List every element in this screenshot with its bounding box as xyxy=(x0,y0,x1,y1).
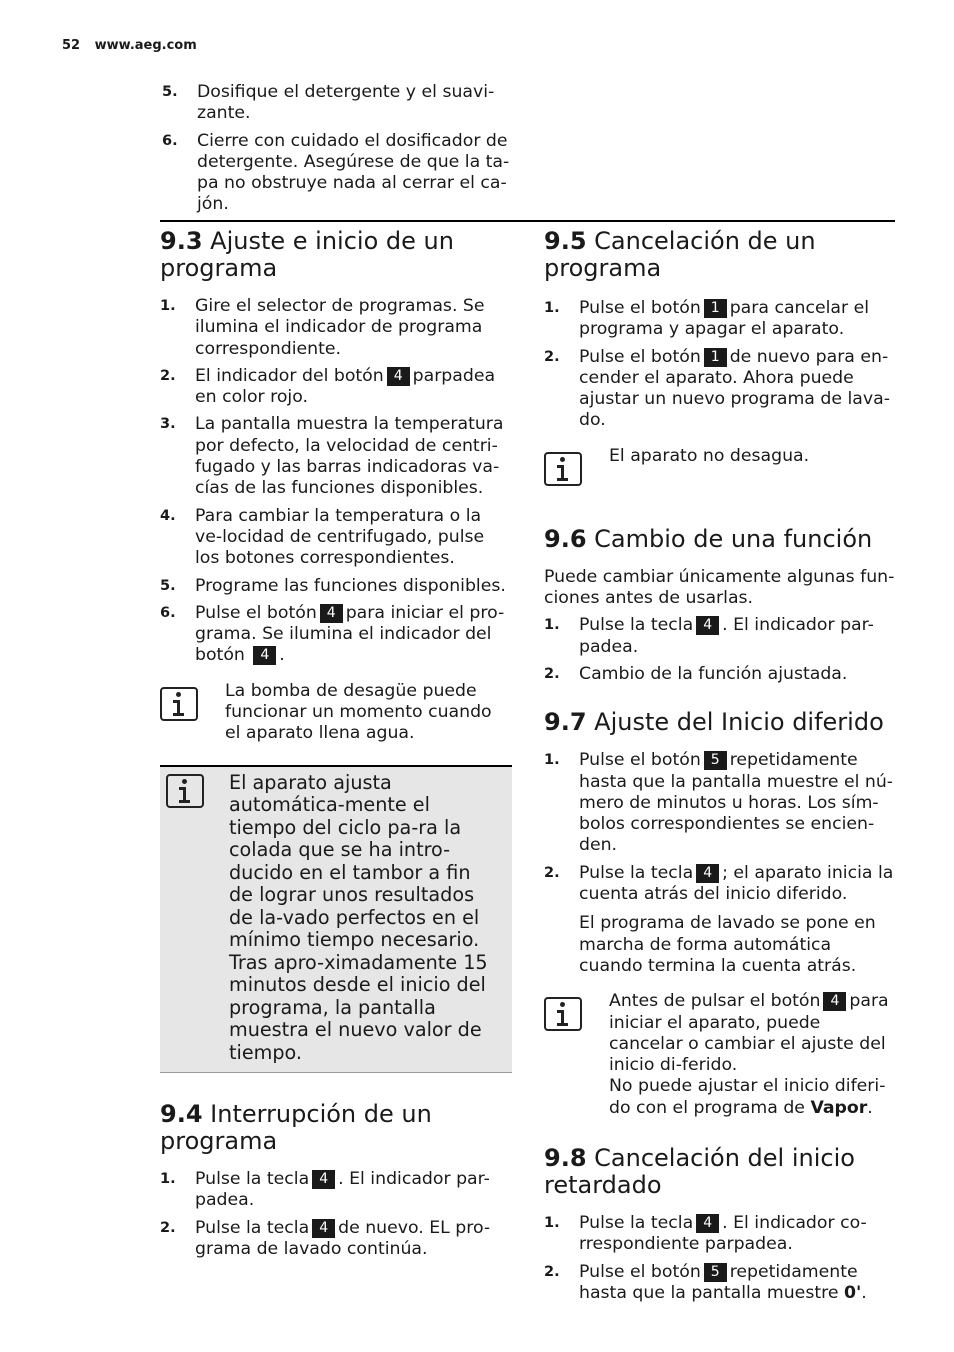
step-number: 2. xyxy=(544,864,560,881)
button-key-badge: 4 xyxy=(696,616,719,635)
step-text: para iniciar el pro-grama. Se ilumina el indicador del botón xyxy=(195,602,505,666)
step-number: 2. xyxy=(160,1219,176,1236)
step-text: de nuevo para en-cender el aparato. Ahora puede ajustar un nuevo programa de lava-do. xyxy=(579,346,890,431)
step-number: 1. xyxy=(544,300,560,316)
step-text: El indicador del botón xyxy=(195,365,384,386)
section-intro: Puede cambiar únicamente algunas fun-ciones antes de usarlas. xyxy=(544,566,895,609)
step-text: repetidamente hasta que la pantalla muestre xyxy=(579,1261,858,1303)
list-item xyxy=(160,603,512,667)
section-heading-9-4 xyxy=(160,1101,512,1155)
section-title: Ajuste del Inicio diferido xyxy=(594,708,884,737)
step-text: . El indicador par-padea. xyxy=(195,1169,490,1211)
list-item xyxy=(160,576,512,597)
list-item xyxy=(162,131,522,216)
section-title: Interrupción de un programa xyxy=(160,1100,432,1156)
section-number: 9.4 xyxy=(160,1100,203,1129)
section-number: 9.5 xyxy=(544,227,587,255)
note-text: No puede ajustar el inicio diferi-do con el programa de xyxy=(609,1076,886,1118)
step-number: 1. xyxy=(544,1215,560,1232)
info-note xyxy=(544,446,896,486)
list-item xyxy=(544,664,896,685)
step-text: . El indicador par-padea. xyxy=(579,615,874,657)
section-title: Cambio de una función xyxy=(594,524,873,553)
step-number: 5. xyxy=(160,577,176,594)
step-number: 1. xyxy=(544,617,560,634)
info-icon xyxy=(166,774,204,808)
button-key-badge: 4 xyxy=(696,864,719,883)
step-text: Pulse el botón xyxy=(579,346,701,367)
step-text: Pulse el botón xyxy=(579,750,701,771)
step-number: 6. xyxy=(160,604,176,621)
section-heading-9-5 xyxy=(544,228,896,282)
list-item xyxy=(544,1213,896,1256)
list-item xyxy=(160,296,512,360)
list-item xyxy=(162,82,522,125)
step-extra-text: El programa de lavado se pone en marcha de forma automática cuando termina la cuenta atrás. xyxy=(579,913,876,976)
list-item xyxy=(544,347,896,432)
step-number: 4. xyxy=(160,507,176,524)
button-key-badge: 4 xyxy=(387,367,410,386)
step-number: 2. xyxy=(544,348,560,365)
button-key-badge: 1 xyxy=(704,348,727,367)
page-number: 52 xyxy=(62,38,81,53)
step-text: Programe las funciones disponibles. xyxy=(195,575,506,596)
info-icon xyxy=(544,997,582,1031)
section-title: Cancelación de un programa xyxy=(544,227,816,282)
info-icon xyxy=(160,687,198,721)
display-value: 0' xyxy=(843,1282,862,1303)
note-text: El aparato no desagua. xyxy=(609,445,810,466)
list-item xyxy=(160,506,512,570)
button-key-badge: 4 xyxy=(253,646,276,665)
program-name: Vapor xyxy=(810,1097,868,1118)
step-text: Cambio de la función ajustada. xyxy=(579,663,848,684)
left-column xyxy=(160,226,512,1266)
list-item xyxy=(544,863,896,977)
section-number: 9.6 xyxy=(544,524,587,553)
list-item xyxy=(544,298,896,341)
step-text: Pulse la tecla xyxy=(579,862,694,883)
step-number: 2. xyxy=(544,665,560,682)
step-text: . xyxy=(861,1282,867,1303)
page-header xyxy=(62,38,197,53)
section-number: 9.8 xyxy=(544,1144,587,1173)
info-icon xyxy=(544,452,582,486)
step-text: Pulse la tecla xyxy=(195,1217,310,1238)
list-item xyxy=(160,366,512,409)
step-text: repetidamente hasta que la pantalla muestre el nú-mero de minutos u horas. Los sím-bolos correspondientes se encien-den. xyxy=(579,750,894,856)
section-number: 9.3 xyxy=(160,227,203,255)
step-text: Pulse el botón xyxy=(579,298,701,318)
step-number: 2. xyxy=(160,367,176,384)
section-heading-9-7 xyxy=(544,709,896,736)
step-text: Pulse el botón xyxy=(579,1261,701,1282)
section-heading-9-8 xyxy=(544,1145,896,1199)
note-text: . xyxy=(867,1097,873,1118)
step-text: Pulse la tecla xyxy=(579,615,694,636)
button-key-badge: 4 xyxy=(320,604,343,623)
continued-steps xyxy=(162,82,522,222)
note-text: La bomba de desagüe puede funcionar un momento cuando el aparato llena agua. xyxy=(225,680,492,744)
step-number: 6. xyxy=(162,132,178,149)
section-divider xyxy=(160,220,895,222)
site-url: www.aeg.com xyxy=(94,38,197,53)
step-text: Para cambiar la temperatura o la ve-locidad de centrifugado, pulse los botones correspondientes. xyxy=(195,505,485,569)
step-text: Pulse la tecla xyxy=(195,1169,310,1190)
step-text: . El indicador co-rrespondiente parpadea. xyxy=(579,1213,867,1255)
button-key-badge: 5 xyxy=(704,751,727,770)
section-title: Ajuste e inicio de un programa xyxy=(160,227,454,282)
button-key-badge: 4 xyxy=(696,1214,719,1233)
step-text: . xyxy=(279,645,285,666)
section-number: 9.7 xyxy=(544,708,587,737)
list-item xyxy=(160,414,512,499)
step-text: de nuevo. EL pro-grama de lavado continúa. xyxy=(195,1217,491,1260)
step-text: parpadea en color rojo. xyxy=(195,365,496,408)
button-key-badge: 4 xyxy=(312,1170,335,1189)
step-number: 2. xyxy=(544,1263,560,1280)
step-text: Pulse la tecla xyxy=(579,1213,694,1234)
button-key-badge: 4 xyxy=(823,992,846,1011)
note-text: Antes de pulsar el botón xyxy=(609,991,821,1012)
list-item xyxy=(160,1218,512,1261)
step-number: 1. xyxy=(160,298,176,314)
step-text: ; el aparato inicia la cuenta atrás del inicio diferido. xyxy=(579,862,894,905)
section-heading-9-6 xyxy=(544,526,896,553)
step-text: La pantalla muestra la temperatura por defecto, la velocidad de centri-fugado y las barras indicadoras va-cías de las funciones disponibles. xyxy=(195,414,504,499)
section-title: Cancelación del inicio retardado xyxy=(544,1144,855,1200)
step-number: 3. xyxy=(160,416,176,433)
list-item xyxy=(544,615,896,658)
step-number: 5. xyxy=(162,84,178,100)
list-item xyxy=(544,750,896,856)
list-item xyxy=(160,1169,512,1212)
button-key-badge: 1 xyxy=(704,299,727,318)
step-number: 1. xyxy=(544,752,560,769)
button-key-badge: 4 xyxy=(312,1219,335,1238)
step-number: 1. xyxy=(160,1171,176,1188)
step-text: para cancelar el programa y apagar el aparato. xyxy=(579,298,870,340)
step-text: Cierre con cuidado el dosificador de detergente. Asegúrese de que la ta-pa no obstruye nada al cerrar el ca-jón. xyxy=(197,130,510,215)
button-key-badge: 5 xyxy=(704,1263,727,1282)
step-text: Gire el selector de programas. Se ilumina el indicador de programa correspondiente. xyxy=(195,296,485,359)
box-text: El aparato ajusta automática-mente el tiempo del ciclo pa-ra la colada que se ha intro-ducido en el tambor a fin de lograr unos resultados de la-vado perfectos en el mínimo tiempo necesario. Tras apro-ximadamente 15 minutos desde el inicio del programa, la pantalla muestra el nuevo valor de tiempo. xyxy=(229,770,488,1064)
info-box xyxy=(160,765,512,1074)
info-note xyxy=(160,681,512,745)
note-text: para iniciar el aparato, puede cancelar o cambiar el ajuste del inicio di-ferido. xyxy=(609,991,889,1076)
section-heading-9-3 xyxy=(160,228,512,282)
info-note xyxy=(544,991,896,1119)
list-item xyxy=(544,1262,896,1305)
step-text: Pulse el botón xyxy=(195,602,317,623)
right-column xyxy=(544,226,896,1310)
step-text: Dosifique el detergente y el suavi-zante. xyxy=(197,82,495,124)
